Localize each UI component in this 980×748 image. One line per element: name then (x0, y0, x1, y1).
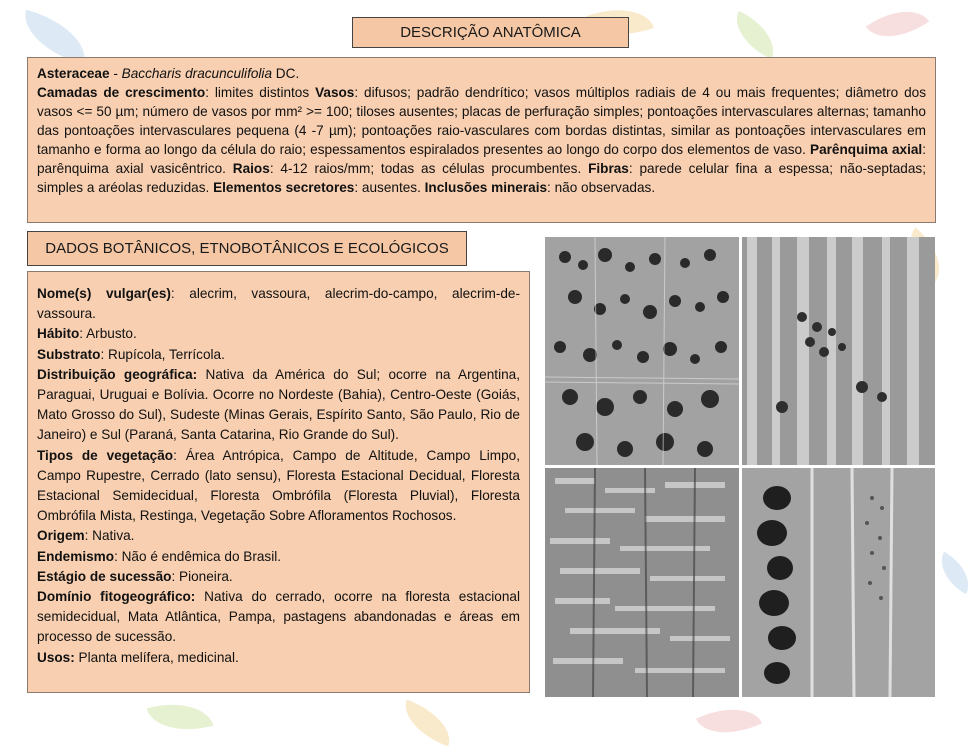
uses-label: Usos: (37, 649, 75, 665)
decorative-leaf-icon (397, 699, 459, 746)
rays-text: : 4-12 raios/mm; todas as células procumbentes. (269, 161, 589, 176)
substrate-text: : Rupícola, Terrícola. (100, 346, 225, 362)
anatomical-description-panel (27, 57, 936, 223)
botanical-data-title: DADOS BOTÂNICOS, ETNOBOTÂNICOS E ECOLÓGICOS (27, 231, 467, 266)
succession-text: : Pioneira. (171, 568, 233, 584)
fibers-text: : parede celular fina a espessa; não-septadas; simples a aréolas reduzidas. (37, 161, 927, 195)
distribution-label: Distribuição geográfica: (37, 366, 198, 382)
axial-parenchyma-text: : parênquima axial vasicêntrico. (37, 142, 926, 176)
origin-label: Origem (37, 528, 85, 544)
habit-label: Hábito (37, 326, 80, 342)
radial-section-micrograph (742, 237, 935, 465)
vegetation-row (37, 446, 520, 527)
tangential-section-micrograph (545, 468, 739, 697)
phytogeographic-domain-label: Domínio fitogeográfico: (37, 589, 196, 605)
distribution-text: Nativa da América do Sul; ocorre na Argentina, Paraguai, Uruguai e Bolívia. Ocorre no Nordeste (Bahia), Centro-Oeste (Goiás, Mato Grosso do Sul), Sudeste (Minas Gerais, Espírito Santo, São Paulo, Rio de Janeiro) e Sul (Paraná, Santa Catarina, Rio Grande do Sul). (37, 366, 521, 443)
substrate-label: Substrato (37, 346, 101, 362)
transverse-section-micrograph (545, 237, 739, 465)
growth-rings-label: Camadas de crescimento (37, 85, 206, 100)
common-names-text: : alecrim, vassoura, alecrim-do-campo, alecrim-de-vassoura. (37, 286, 520, 322)
succession-row (37, 567, 520, 587)
succession-label: Estágio de sucessão (37, 568, 172, 584)
botanical-data-panel (27, 271, 530, 693)
vessels-text: : difusos; padrão dendrítico; vasos múltiplos radiais de 4 ou mais frequentes; diâmetro dos vasos <= 50 µm; número de vasos por mm² >= 100; tiloses ausentes; placas de perfuração simples; pontoações intervasculares alternas; tamanho das pontoações intervasculares pequena (4 -7 µm); pontoações raio-vasculares com bordas distintas, similar as pontoações intervasculares em tamanho e forma ao longo da célula do raio; espessamentos espiralados presentes ao longo do corpo dos elementos de vaso. (37, 85, 926, 157)
decorative-leaf-icon (696, 694, 762, 748)
phytogeographic-domain-row (37, 587, 520, 648)
family-name: Asteraceae (37, 66, 110, 81)
decorative-leaf-icon (726, 11, 784, 59)
vessel-detail-micrograph (742, 468, 935, 697)
distribution-row (37, 365, 520, 446)
endemism-text: : Não é endêmica do Brasil. (114, 548, 282, 564)
phytogeographic-domain-text: Nativa do cerrado, ocorre na floresta estacional semidecidual, Mata Atlântica, Pampa, pastagens abandonadas e áreas em processo de sucessão. (37, 589, 521, 645)
mineral-inclusions-text: : não observadas. (547, 180, 656, 195)
rays-label: Raios (232, 161, 270, 176)
origin-text: : Nativa. (84, 528, 135, 544)
axial-parenchyma-label: Parênquima axial (810, 142, 923, 157)
secretory-elements-text: : ausentes. (354, 180, 425, 195)
uses-row (37, 648, 520, 668)
anatomical-description-title: DESCRIÇÃO ANATÔMICA (352, 17, 629, 48)
mineral-inclusions-label: Inclusões minerais (424, 180, 548, 195)
decorative-leaf-icon (866, 0, 929, 53)
species-author: DC. (272, 66, 300, 81)
separator: - (109, 66, 122, 81)
species-name: Baccharis dracunculifolia (121, 66, 273, 81)
uses-text: Planta melífera, medicinal. (74, 649, 239, 665)
habit-row (37, 324, 520, 344)
substrate-row (37, 345, 520, 365)
fibers-label: Fibras (588, 161, 629, 176)
decorative-leaf-icon (147, 693, 214, 741)
secretory-elements-label: Elementos secretores (213, 180, 355, 195)
endemism-label: Endemismo (37, 548, 115, 564)
habit-text: : Arbusto. (79, 326, 137, 342)
growth-rings-text: : limites distintos (205, 85, 316, 100)
vegetation-text: : Área Antrópica, Campo de Altitude, Campo Limpo, Campo Rupestre, Cerrado (lato sensu), Floresta Estacional Decidual, Floresta Estacional Semidecidual, Floresta Ombrófila (Floresta Pluvial), Floresta Ombrófila Mista, Restinga, Vegetação Sobre Afloramentos Rochosos. (37, 447, 520, 524)
vessels-label: Vasos (315, 85, 355, 100)
endemism-row (37, 547, 520, 567)
common-names-label: Nome(s) vulgar(es) (37, 286, 171, 301)
origin-row (37, 526, 520, 546)
micrograph-grid (545, 237, 935, 697)
common-names-row (37, 284, 520, 324)
vegetation-label: Tipos de vegetação (37, 447, 174, 463)
decorative-leaf-icon (931, 552, 979, 595)
